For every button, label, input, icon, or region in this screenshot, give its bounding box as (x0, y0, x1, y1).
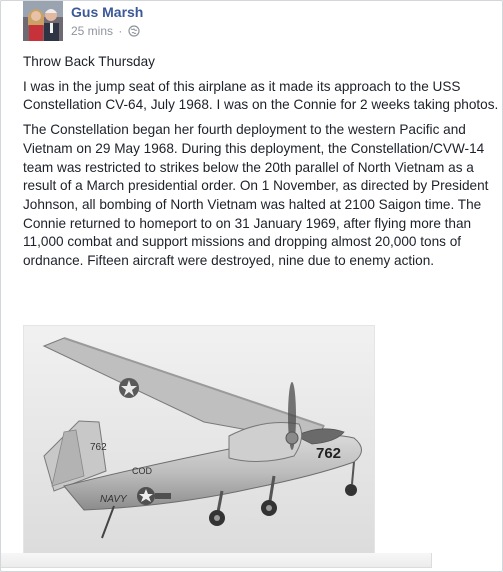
nose-number-label: 762 (316, 445, 342, 462)
globe-icon[interactable] (128, 25, 140, 37)
aircraft-photo (24, 326, 374, 554)
navy-label: NAVY (100, 494, 127, 505)
cod-label: COD (132, 466, 152, 476)
author-name[interactable]: Gus Marsh (71, 4, 144, 20)
post-paragraph-history: The Constellation began her fourth deployment to the western Pacific and Vietnam on 29 May 1968. During this deployment, the Constellation/CVW-14 team was restricted to strikes below the 20th parallel of North Vietnam as a result of a March presidential order. On 1 November, as directed by President Johnson, all bombing of North Vietnam was halted at 2100 Saigon time. The Connie returned to homeport to on 31 January 1969, after flying more than 11,000 combat and support missions and dropping almost 20,000 tons of ordnance. Fifteen aircraft were destroyed, nine due to enemy action. (23, 122, 489, 269)
tail-number-label: 762 (90, 442, 107, 453)
post-header (23, 1, 483, 41)
post-paragraph-intro: I was in the jump seat of this airplane as it made its approach to the USS Constellation CV-64, July 1968. I was on the Connie for 2 weeks taking photos. (23, 78, 499, 113)
post-meta (71, 24, 140, 38)
author-avatar[interactable] (23, 1, 63, 41)
photo-caption-bar (1, 553, 432, 568)
post-photo[interactable] (23, 325, 375, 555)
post-paragraph-title: Throw Back Thursday (23, 54, 155, 69)
post-timestamp[interactable]: 25 mins (71, 24, 114, 38)
post-text (23, 53, 499, 277)
meta-separator: · (118, 24, 123, 38)
